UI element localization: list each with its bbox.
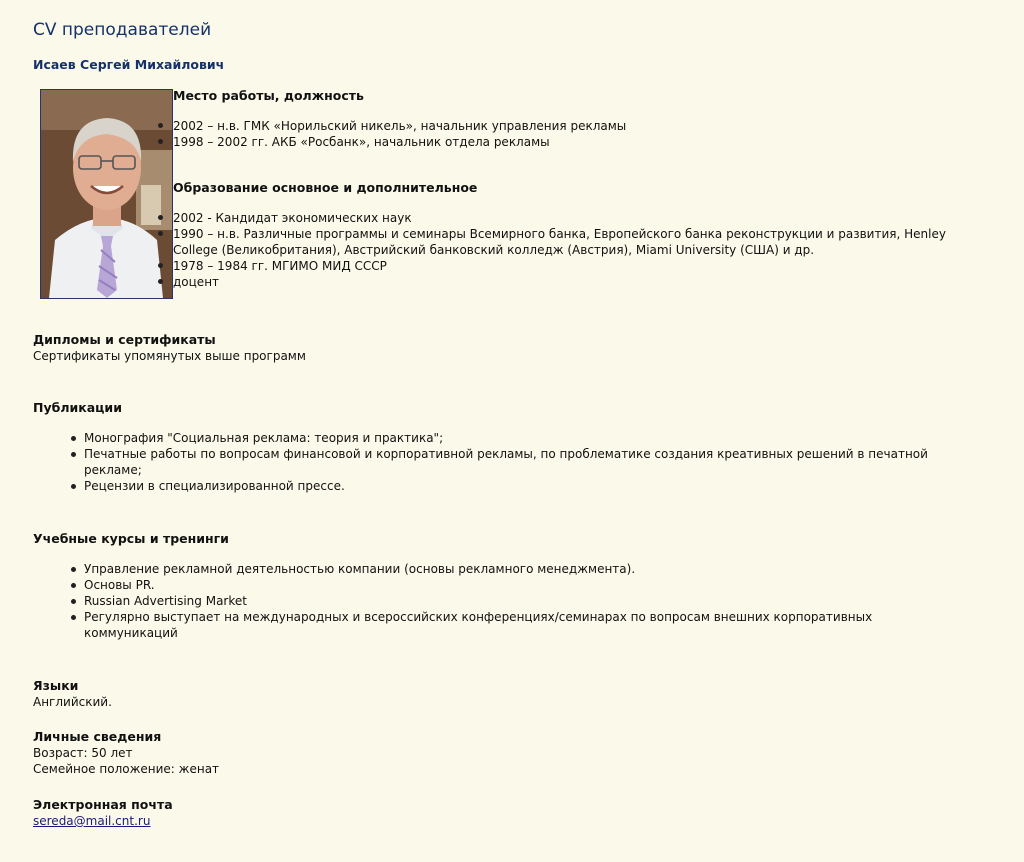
email-link[interactable]: sereda@mail.cnt.ru	[33, 814, 151, 828]
education-item: 2002 - Кандидат экономических наук	[173, 210, 993, 226]
course-item: Russian Advertising Market	[33, 593, 993, 609]
work-item: 2002 – н.в. ГМК «Норильский никель», начальник управления рекламы	[173, 118, 993, 134]
work-item: 1998 – 2002 гг. АКБ «Росбанк», начальник отдела рекламы	[173, 134, 993, 150]
diplomas-text: Сертификаты упомянутых выше программ	[33, 349, 306, 363]
personal-section	[33, 729, 993, 777]
page-title: CV преподавателей	[33, 20, 212, 40]
diplomas-section	[33, 332, 993, 364]
marital-status-text: Семейное положение: женат	[33, 762, 220, 776]
diplomas-heading: Дипломы и сертификаты	[33, 332, 216, 347]
publications-section	[33, 400, 993, 494]
age-text: Возраст: 50 лет	[33, 746, 133, 760]
cv-page	[33, 18, 993, 828]
education-item-continuation: College (Великобритания), Австрийский банковский колледж (Австрия), Miami University (США) и др.	[173, 243, 815, 257]
person-name: Исаев Сергей Михайлович	[33, 57, 225, 72]
languages-text: Английский.	[33, 695, 112, 709]
education-item: 1978 – 1984 гг. МГИМО МИД СССР	[173, 258, 993, 274]
personal-heading: Личные сведения	[33, 729, 162, 744]
course-item: Регулярно выступает на международных и всероссийских конференциях/семинарах по вопросам внешних корпоративных коммуникаций	[33, 609, 993, 641]
courses-section	[33, 531, 993, 641]
education-heading: Образование основное и дополнительное	[173, 180, 478, 195]
course-item: Управление рекламной деятельностью компании (основы рекламного менеджмента).	[33, 561, 993, 577]
email-heading: Электронная почта	[33, 797, 173, 812]
publications-heading: Публикации	[33, 400, 122, 415]
education-item: доцент	[173, 274, 993, 290]
education-item: 1990 – н.в. Различные программы и семинары Всемирного банка, Европейского банка реконструкции и развития, Henley	[173, 226, 993, 242]
publication-item: Рецензии в специализированной прессе.	[33, 478, 993, 494]
teacher-photo	[40, 89, 173, 299]
courses-heading: Учебные курсы и тренинги	[33, 531, 229, 546]
publication-item: Печатные работы по вопросам финансовой и корпоративной рекламы, по проблематике создания креативных решений в печатной реклам​е;	[33, 446, 993, 478]
course-item: Основы PR.	[33, 577, 993, 593]
languages-heading: Языки	[33, 678, 79, 693]
top-info	[173, 88, 993, 290]
email-section	[33, 797, 993, 829]
work-heading: Место работы, должность	[173, 88, 364, 103]
languages-section	[33, 678, 993, 710]
publication-item: Монография "Социальная реклама: теория и практика";	[33, 430, 993, 446]
